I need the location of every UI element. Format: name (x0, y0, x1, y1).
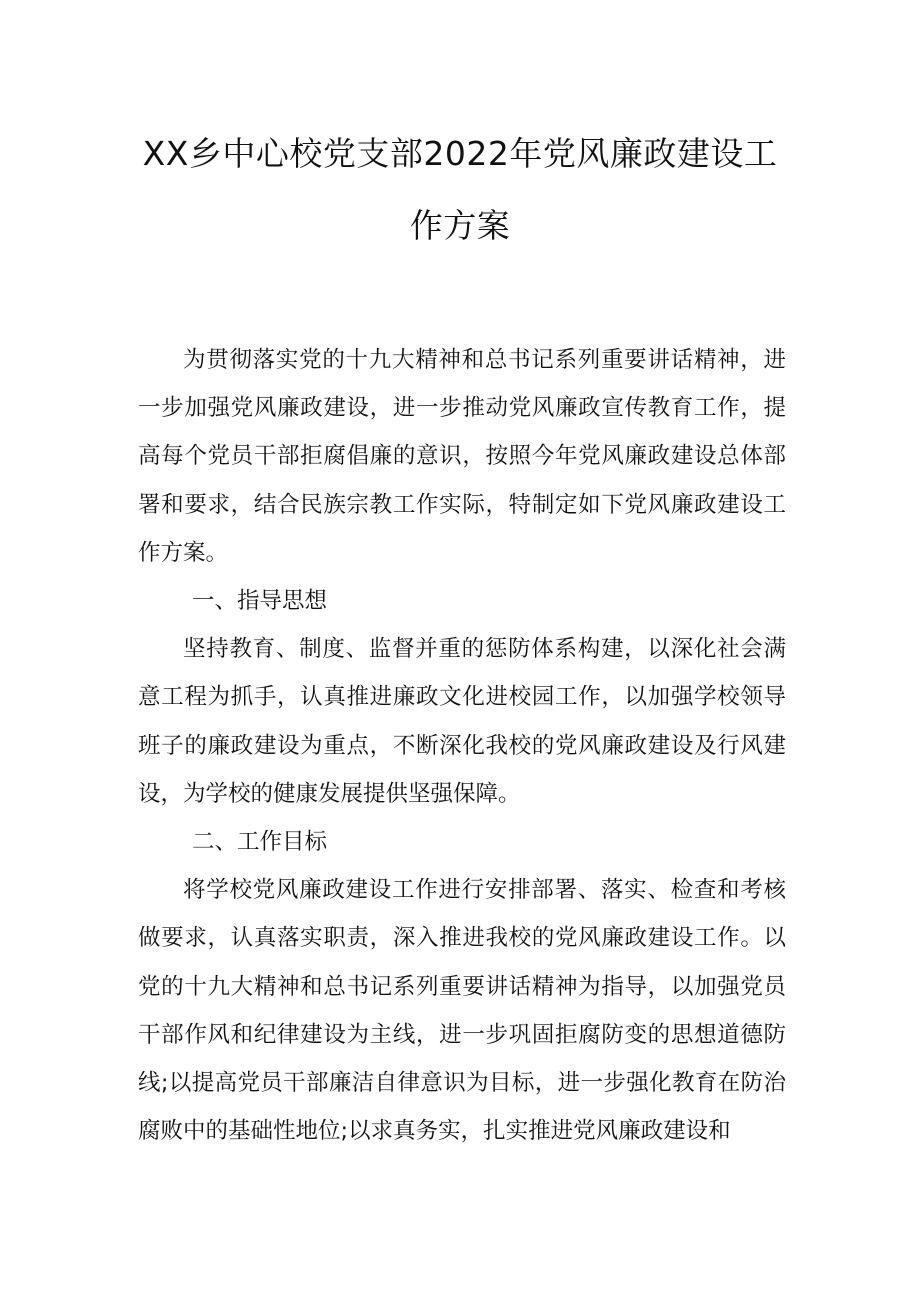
section-heading-work-goals: 二、工作目标 (192, 829, 328, 856)
document-body (138, 336, 786, 1155)
document-title-line-2: 作方案 (409, 206, 511, 245)
intro-paragraph: 为贯彻落实党的十九大精神和总书记系列重要讲话精神，进一步加强党风廉政建设，进一步推动党风廉政宣传教育工作，提高每个党员干部拒腐倡廉的意识，按照今年党风廉政建设总体部署和要求，结合民族宗教工作实际，特制定如下党风廉政建设工作方案。 (138, 347, 786, 566)
work-goals-paragraph: 将学校党风廉政建设工作进行安排部署、落实、检查和考核做要求，认真落实职责，深入推进我校的党风廉政建设工作。以党的十九大精神和总书记系列重要讲话精神为指导，以加强党员干部作风和纪律建设为主线，进一步巩固拒腐防变的思想道德防线;以提高党员干部廉洁自律意识为目标，进一步强化教育在防治腐败中的基础性地位;以求真务实，扎实推进党风廉政建设和 (138, 877, 786, 1145)
document-title-line-1: XX乡中心校党支部2022年党风廉政建设工 (142, 134, 778, 173)
guiding-ideology-paragraph: 坚持教育、制度、监督并重的惩防体系构建，以深化社会满意工程为抓手，认真推进廉政文化进校园工作，以加强学校领导班子的廉政建设为重点，不断深化我校的党风廉政建设及行风建设，为学校的健康发展提供坚强保障。 (138, 636, 786, 807)
section-heading-guiding-ideology: 一、指导思想 (192, 588, 328, 615)
